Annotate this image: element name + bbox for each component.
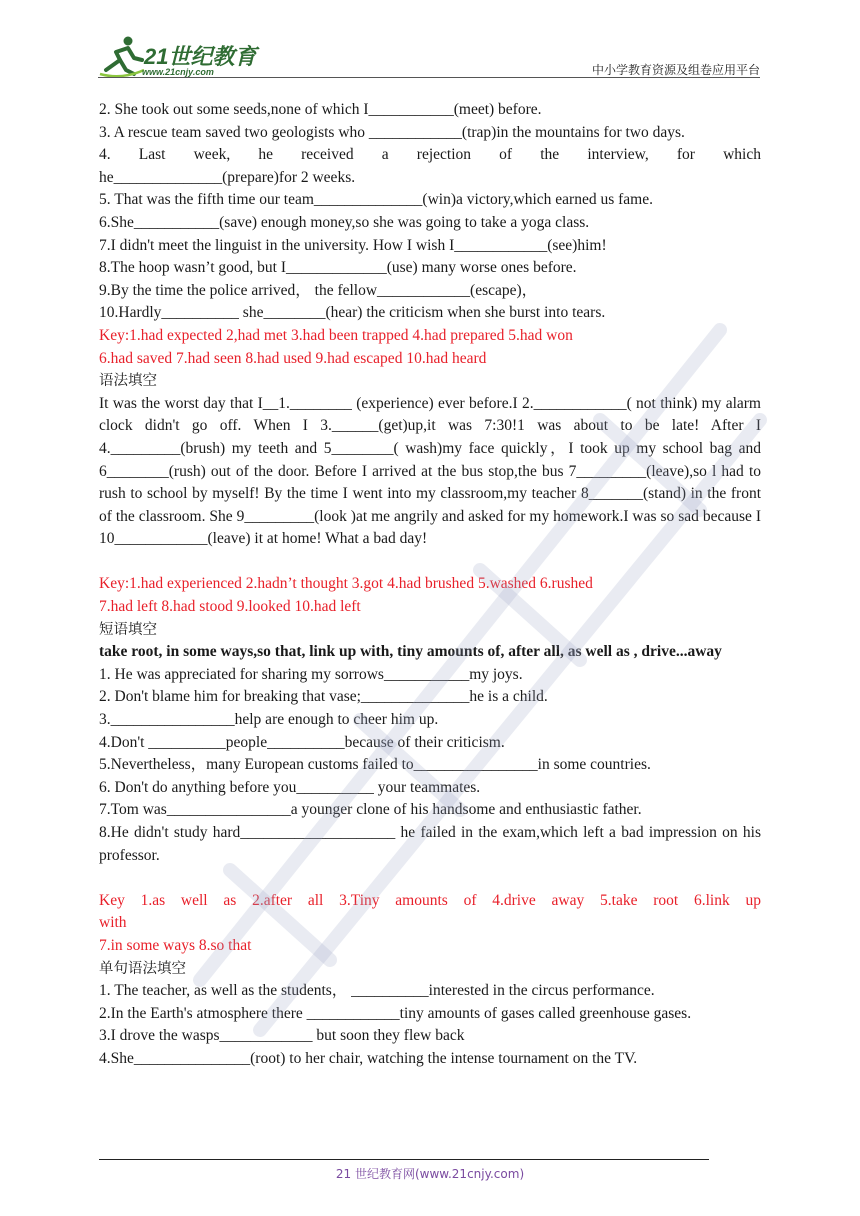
exercise-line: 2.In the Earth's atmosphere there ____________tiny amounts of gases called greenhouse gases. [99,1004,692,1022]
section-title: 单句语法填空 [99,960,186,977]
exercise-line: 7.I didn't meet the linguist in the university. How I wish I____________(see)him! [99,236,607,254]
answer-key: with [99,914,127,932]
runner-logo-icon [98,34,146,78]
exercise-line: 4.She_______________(root) to her chair, watching the intense tournament on the TV. [99,1049,638,1067]
exercise-line: 3.________________help are enough to cheer him up. [99,711,439,729]
exercise-line: 4. Last week, he received a rejection of the interview, for which [99,146,761,164]
phrase-bank: take root, in some ways,so that, link up with, tiny amounts of, after all, as well as , drive...away [99,643,722,661]
exercise-line: 1. He was appreciated for sharing my sorrows___________my joys. [99,665,523,683]
answer-key: Key:1.had expected 2,had met 3.had been trapped 4.had prepared 5.had won [99,326,573,344]
page-footer: 21 世纪教育网(www.21cnjy.com) [335,1167,525,1181]
answer-key: 7.in some ways 8.so that [99,936,252,954]
exercise-line: 8.He didn't study hard____________________ he failed in the exam,which left a bad impression on his professor. [99,824,761,864]
site-logo [98,34,268,78]
footer-divider [99,1159,709,1160]
section-title: 语法填空 [99,373,157,390]
exercise-line: 3. A rescue team saved two geologists who ____________(trap)in the mountains for two days. [99,123,685,141]
exercise-line: 2. She took out some seeds,none of which I___________(meet) before. [99,101,542,118]
answer-key: Key:1.had experienced 2.hadn’t thought 3.got 4.had brushed 5.washed 6.rushed [99,575,593,593]
exercise-line: 10.Hardly__________ she________(hear) the criticism when she burst into tears. [99,304,606,322]
exercise-line: 5. That was the fifth time our team______________(win)a victory,which earned us fame. [99,191,653,209]
exercise-line: 2. Don't blame him for breaking that vase;______________he is a child. [99,688,548,706]
exercise-line: 8.The hoop wasn’t good, but I_____________(use) many worse ones before. [99,259,577,277]
exercise-line: 7.Tom was________________a younger clone of his handsome and enthusiastic father. [99,801,642,819]
logo-url: www.21cnjy.com [142,67,214,77]
exercise-line: 1. The teacher, as well as the students， __________interested in the circus performance. [99,982,655,1000]
section-title: 短语填空 [99,621,157,638]
page-header [98,28,760,80]
logo-text: 21世纪教育 [144,44,257,69]
document-body [99,99,761,1071]
exercise-line: 6.She___________(save) enough money,so she was going to take a yoga class. [99,213,590,231]
exercise-line: he______________(prepare)for 2 weeks. [99,168,356,186]
passage: It was the worst day that I__1.________ (experience) ever before.I 2.____________( not think) my alarm clock didn't go off. When I 3.______(get)up,it was 7:30!1 was about to be late! After I 4._________(brush) my teeth and 5________( wash)my face quickly，I took up my school bag and 6________(rush) out of the door. Before I arrived at the bus stop,the bus 7_________(leave),so l had to rush to school by myself! By the time I went into my classroom,my teacher 8_______(stand) in the front of the classroom. She 9_________(look )at me angrily and asked for my homework.I was so sad because I 10____________(leave) it at home! What a bad day! [99,394,761,548]
exercise-line: 4.Don't __________people__________because of their criticism. [99,733,505,751]
exercise-line: 3.I drove the wasps____________ but soon they flew back [99,1027,465,1045]
exercise-line: 6. Don't do anything before you__________ your teammates. [99,778,481,796]
header-divider [98,77,760,78]
exercise-line: 9.By the time the police arrived， the fellow____________(escape)， [99,281,538,299]
answer-key: Key 1.as well as 2.after all 3.Tiny amounts of 4.drive away 5.take root 6.link up [99,891,761,909]
answer-key: 6.had saved 7.had seen 8.had used 9.had escaped 10.had heard [99,349,487,367]
exercise-line: 5.Nevertheless，many European customs failed to________________in some countries. [99,756,651,774]
platform-title: 中小学教育资源及组卷应用平台 [591,63,760,77]
answer-key: 7.had left 8.had stood 9.looked 10.had left [99,598,361,616]
